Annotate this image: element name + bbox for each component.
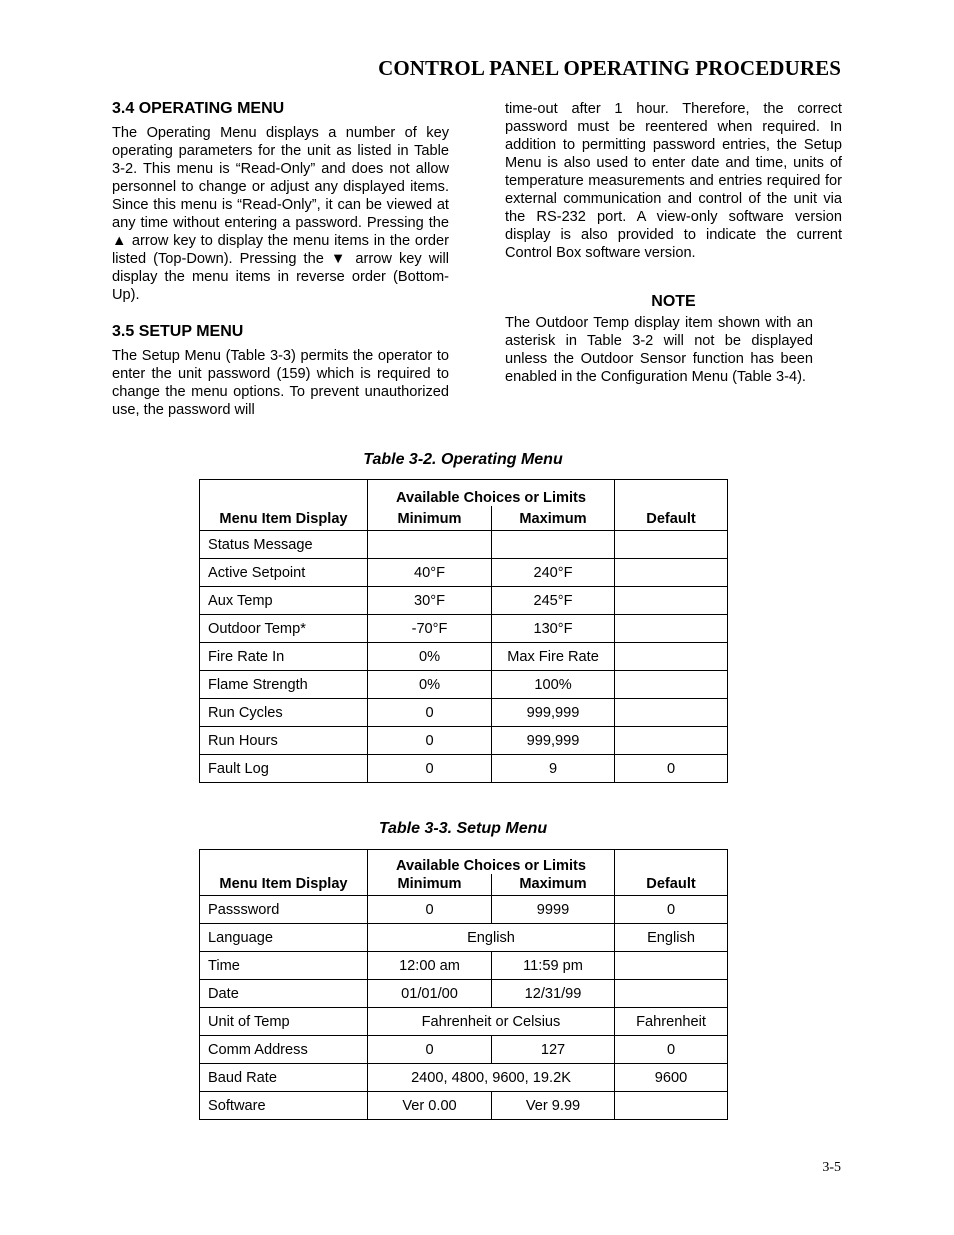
cell-default <box>615 643 728 671</box>
table-row <box>200 1064 728 1092</box>
cell-default <box>615 980 728 1008</box>
page-number: 3-5 <box>822 1160 841 1175</box>
cell-item: Flame Strength <box>200 671 368 699</box>
cell-maximum: 245°F <box>492 587 615 615</box>
cell-default: 0 <box>615 1036 728 1064</box>
cell-maximum: 12/31/99 <box>492 980 615 1008</box>
cell-default <box>615 559 728 587</box>
table-3-3-caption: Table 3-3. Setup Menu <box>378 820 548 837</box>
cell-maximum: 9 <box>492 755 615 783</box>
cell-item: Run Hours <box>200 727 368 755</box>
cell-minimum: Ver 0.00 <box>368 1092 492 1120</box>
header-default: Default <box>615 850 728 896</box>
cell-default <box>615 699 728 727</box>
cell-item: Status Message <box>200 531 368 559</box>
cell-item: Fire Rate In <box>200 643 368 671</box>
header-maximum: Maximum <box>492 874 615 896</box>
section-3-5-body-left: The Setup Menu (Table 3-3) permits the operator to enter the unit password (159) which is required to change the menu options. To prevent unauthorized use, the password will <box>112 348 449 418</box>
cell-item: Language <box>200 924 368 952</box>
header-maximum: Maximum <box>492 506 615 531</box>
cell-minimum: 0% <box>368 671 492 699</box>
table-row <box>200 699 728 727</box>
cell-minimum: 0 <box>368 727 492 755</box>
cell-range: Fahrenheit or Celsius <box>368 1008 615 1036</box>
cell-maximum <box>492 531 615 559</box>
page-header-title: CONTROL PANEL OPERATING PROCEDURES <box>378 56 841 80</box>
cell-default: 9600 <box>615 1064 728 1092</box>
cell-minimum: 0 <box>368 896 492 924</box>
cell-default: English <box>615 924 728 952</box>
cell-default: 0 <box>615 896 728 924</box>
cell-minimum: 30°F <box>368 587 492 615</box>
table-row <box>200 924 728 952</box>
cell-default <box>615 671 728 699</box>
table-row <box>200 615 728 643</box>
cell-maximum: 240°F <box>492 559 615 587</box>
cell-default <box>615 952 728 980</box>
left-column <box>112 100 449 419</box>
cell-default: Fahrenheit <box>615 1008 728 1036</box>
note-body: The Outdoor Temp display item shown with an asterisk in Table 3-2 will not be displayed unless the Outdoor Sensor function has been enabled in the Configuration Menu (Table 3-4). <box>505 315 813 385</box>
cell-item: Unit of Temp <box>200 1008 368 1036</box>
header-available-choices: Available Choices or Limits <box>368 480 615 506</box>
cell-item: Time <box>200 952 368 980</box>
cell-range: English <box>368 924 615 952</box>
note-title: NOTE <box>651 293 696 310</box>
cell-maximum: 127 <box>492 1036 615 1064</box>
section-3-5-heading: 3.5 SETUP MENU <box>112 323 244 340</box>
table-row <box>200 559 728 587</box>
cell-item: Software <box>200 1092 368 1120</box>
cell-minimum <box>368 531 492 559</box>
table-3-2-caption: Table 3-2. Operating Menu <box>363 451 563 468</box>
cell-minimum: 0 <box>368 699 492 727</box>
cell-maximum: 999,999 <box>492 727 615 755</box>
table-row <box>200 755 728 783</box>
table-row <box>200 531 728 559</box>
table-row <box>200 727 728 755</box>
cell-minimum: -70°F <box>368 615 492 643</box>
header-default: Default <box>615 480 728 531</box>
table-row <box>200 1092 728 1120</box>
cell-item: Baud Rate <box>200 1064 368 1092</box>
cell-default <box>615 615 728 643</box>
cell-maximum: Max Fire Rate <box>492 643 615 671</box>
table-row <box>200 587 728 615</box>
cell-item: Fault Log <box>200 755 368 783</box>
cell-maximum: 130°F <box>492 615 615 643</box>
header-menu-item-display: Menu Item Display <box>200 850 368 896</box>
table-row <box>200 643 728 671</box>
cell-item: Active Setpoint <box>200 559 368 587</box>
cell-item: Outdoor Temp* <box>200 615 368 643</box>
cell-default <box>615 587 728 615</box>
cell-item: Date <box>200 980 368 1008</box>
table-row <box>200 980 728 1008</box>
cell-minimum: 12:00 am <box>368 952 492 980</box>
cell-item: Passsword <box>200 896 368 924</box>
operating-menu-table <box>199 479 728 783</box>
cell-item: Aux Temp <box>200 587 368 615</box>
cell-maximum: 11:59 pm <box>492 952 615 980</box>
cell-minimum: 01/01/00 <box>368 980 492 1008</box>
header-available-choices: Available Choices or Limits <box>368 850 615 874</box>
right-column <box>505 100 842 386</box>
table-row <box>200 671 728 699</box>
cell-minimum: 0 <box>368 755 492 783</box>
table-row <box>200 1008 728 1036</box>
setup-menu-table <box>199 849 728 1120</box>
cell-default: 0 <box>615 755 728 783</box>
header-minimum: Minimum <box>368 506 492 531</box>
cell-default <box>615 531 728 559</box>
section-3-5-body-right: time-out after 1 hour. Therefore, the correct password must be reentered when required. In addition to permitting password entries, the Setup Menu is also used to enter date and time, units of temperature measurements and entries required for external communication and control of the unit via the RS-232 port. A view-only software version display is also provided to indicate the current Control Box software version. <box>505 101 842 261</box>
table-row <box>200 1036 728 1064</box>
table-row <box>200 896 728 924</box>
header-menu-item-display: Menu Item Display <box>200 480 368 531</box>
section-3-4-heading: 3.4 OPERATING MENU <box>112 100 285 117</box>
table-row <box>200 952 728 980</box>
cell-range: 2400, 4800, 9600, 19.2K <box>368 1064 615 1092</box>
cell-maximum: 100% <box>492 671 615 699</box>
cell-maximum: Ver 9.99 <box>492 1092 615 1120</box>
cell-item: Run Cycles <box>200 699 368 727</box>
section-3-4-body: The Operating Menu displays a number of key operating parameters for the unit as listed in Table 3-2. This menu is “Read-Only” and does not allow personnel to change or adjust any displayed items. Since this menu is “Read-Only”, it can be viewed at any time without entering a password. Pressing the ▲ arrow key to display the menu items in the order listed (Top-Down). Pressing the ▼ arrow key will display the menu items in reverse order (Bottom-Up). <box>112 125 449 303</box>
cell-maximum: 9999 <box>492 896 615 924</box>
cell-minimum: 40°F <box>368 559 492 587</box>
header-minimum: Minimum <box>368 874 492 896</box>
cell-minimum: 0 <box>368 1036 492 1064</box>
cell-maximum: 999,999 <box>492 699 615 727</box>
cell-default <box>615 1092 728 1120</box>
cell-item: Comm Address <box>200 1036 368 1064</box>
cell-default <box>615 727 728 755</box>
cell-minimum: 0% <box>368 643 492 671</box>
